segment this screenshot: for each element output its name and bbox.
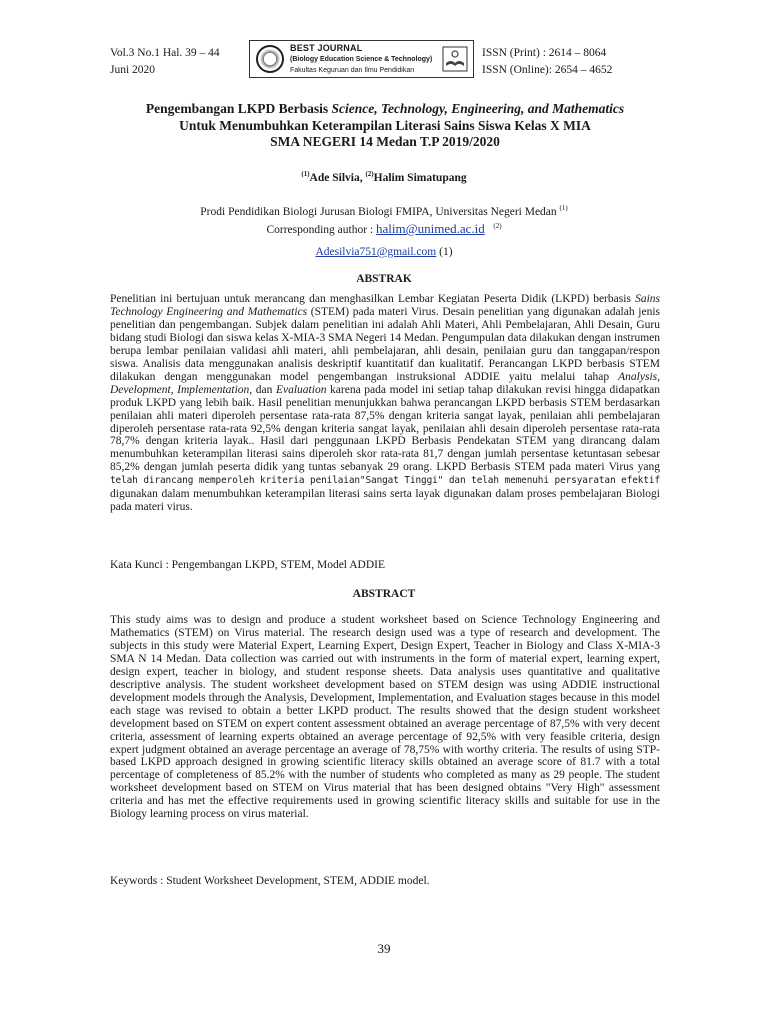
title-line-1-italic: Science, Technology, Engineering, and Mathematics [331,101,625,116]
journal-logo [249,40,474,78]
abstrak-paragraph [110,293,660,514]
journal-volume-info [110,45,220,79]
logo-text [284,43,442,76]
abstrak-text-3: dan [252,383,276,396]
abstrak-text-2: (STEM) pada materi Virus. Desain penelitian yang digunakan adalah jenis penelitian dan pengembangan. Subjek dalam penelitian ini adalah Ahli Materi, Ahli Pembelajaran, Ahli Desain, Guru bidang studi Biologi dan siswa kelas X-MIA-3 SMA Negeri 14 Medan. Pengumpulan data dilakukan dengan instrumen berupa lembar penilaian validasi ahli materi, ahli pembelajaran, ahli desain, penilaian guru dan tanggapan/respon siswa. Analisis data menggunakan analisis deskriptif kuantitatif dan kualitatif. Perancangan LKPD berbasis STEM dilakukan dengan menggunakan model pengembangan instruksional ADDIE yaitu melalui tahap [110,305,660,383]
logo-journal-name: BEST JOURNAL [290,42,363,53]
title-line-1-plain: Pengembangan LKPD Berbasis [145,101,332,116]
author-2-marker: (2) [365,170,374,178]
corresponding-author [0,219,768,237]
abstrak-heading: ABSTRAK [356,273,412,285]
author-email-link[interactable]: Adesilvia751@gmail.com [315,246,437,258]
affiliation [0,201,768,238]
corresponding-label: Corresponding author : [266,224,377,237]
logo-faculty: Fakultas Keguruan dan Ilmu Pendidikan [290,66,415,74]
corresponding-email-link[interactable]: halim@unimed.ac.id [376,221,485,237]
author-2-name: Halim Simatupang [373,171,467,184]
affiliation-line [0,201,768,219]
issue-date: Juni 2020 [110,64,156,76]
abstrak-text-1: Penelitian ini bertujuan untuk merancang dan menghasilkan Lembar Kegiatan Peserta Didik (LKPD) berbasis [110,293,631,305]
university-seal-icon [256,45,284,73]
abstrak-mono-line: telah dirancang memperoleh kriteria penilaian"Sangat Tinggi" dan telah memenuhi persyaratan efektif [110,475,660,487]
abstrak-italic-1: Sains Technology Engineering and Mathematics [110,293,661,318]
author-email-marker: (1) [436,246,453,258]
abstract-paragraph: This study aims was to design and produce a student worksheet based on Science Technology Engineering and Mathematics (STEM) on Virus material. The research design used was a type of research and development. The subjects in this study were Material Expert, Learning Expert, Design Expert, Teacher in Biology and Class X-MIA-3 SMA N 14 Medan. Data collection was carried out with instruments in the form of material expert, learning expert, design expert, teacher in biology, and student response sheets. Data analysis uses quantitative and qualitative descriptive analysis. The student worksheet development based on STEM design was using ADDIE instructional development models through the Analysis, Development, Implementation, and Evaluation stages because in this model each stage was revised to obtain a better LKPD product. The results showed that the design student worksheet development based on STEM on expert content assessment obtained an average percentage of 87,5% with very decent criteria, assessment of learning experts obtained an average percentage of 92,5% with very feasible criteria, design expert judgment obtained an average percentage an average of 78,75% with worthy criteria. The results of using STP-based LKPD approach designed in growing scientific literacy skills obtained an average score of 81.7 with a total percentage of completeness of 85.2% with the number of students who completed as many as 29 people. The student worksheet development based on STEM on Virus material that has been designed obtains "Very High" assessment criteria and has met the effective requirements used in growing scientific literacy skills and suitable for use in the Biology learning process on virus material. [110,614,660,821]
issn-info [482,45,612,79]
issn-online: ISSN (Online): 2654 – 4652 [482,64,613,76]
corresponding-marker: (2) [493,222,502,231]
affiliation-text: Prodi Pendidikan Biologi Jurusan Biologi FMIPA, Universitas Negeri Medan [200,205,560,218]
author-email-line [0,246,768,258]
keywords: Keywords : Student Worksheet Development, STEM, ADDIE model. [110,875,430,887]
page-number: 39 [377,941,391,956]
abstrak-italic-2: Analysis, Development, Implementation, [110,370,660,396]
abstract-heading: ABSTRACT [352,588,416,600]
paper-title [100,101,670,151]
abstrak-text-4: karena pada model ini setiap tahap dilakukan revisi hingga didapatkan produk LKPD yang lebih baik. Hasil penelitian menunjukkan bahwa perancangan LKPD berbasis STEM berdasarkan penilaian ahli materi diperoleh persentase rata-rata 87,5% dengan kriteria sangat layak, penilaian ahli pembelajaran diperoleh persentase rata-rata 92,5% dengan kriteria sangat layak, penilaian ahli desain diperoleh persentase rata-rata 78,7% dengan kriteria layak.. Hasil dari penggunaan LKPD Berbasis Pendekatan STEM yang dirancang dalam menumbuhkan keterampilan literasi sains diperoleh skor rata-rata 81,7 dengan jumlah persentase ketuntasan sebesar 85,2% dengan jumlah peserta didik yang tuntas sebanyak 29 orang. LKPD Berbasis STEM pada materi Virus yang [110,383,660,474]
affiliation-marker: (1) [559,204,568,212]
title-line-1 [100,101,670,118]
abstrak-italic-3: Evaluation [275,383,327,396]
title-line-3: SMA NEGERI 14 Medan T.P 2019/2020 [270,134,500,149]
logo-journal-subtitle: (Biology Education Science & Technology) [290,55,433,63]
abstrak-text-5: digunakan dalam menumbuhkan keterampilan literasi sains serta layak digunakan dalam proses pembelajaran Biologi pada materi virus. [110,488,660,514]
issn-print: ISSN (Print) : 2614 – 8064 [482,47,607,59]
book-icon [442,46,468,72]
authors [0,170,768,184]
author-1-marker: (1) [301,170,310,178]
volume-pages: Vol.3 No.1 Hal. 39 – 44 [110,47,220,59]
author-1-name: Ade Silvia, [309,171,366,184]
title-line-2: Untuk Menumbuhkan Keterampilan Literasi Sains Siswa Kelas X MIA [179,117,591,133]
kata-kunci: Kata Kunci : Pengembangan LKPD, STEM, Model ADDIE [110,559,386,571]
